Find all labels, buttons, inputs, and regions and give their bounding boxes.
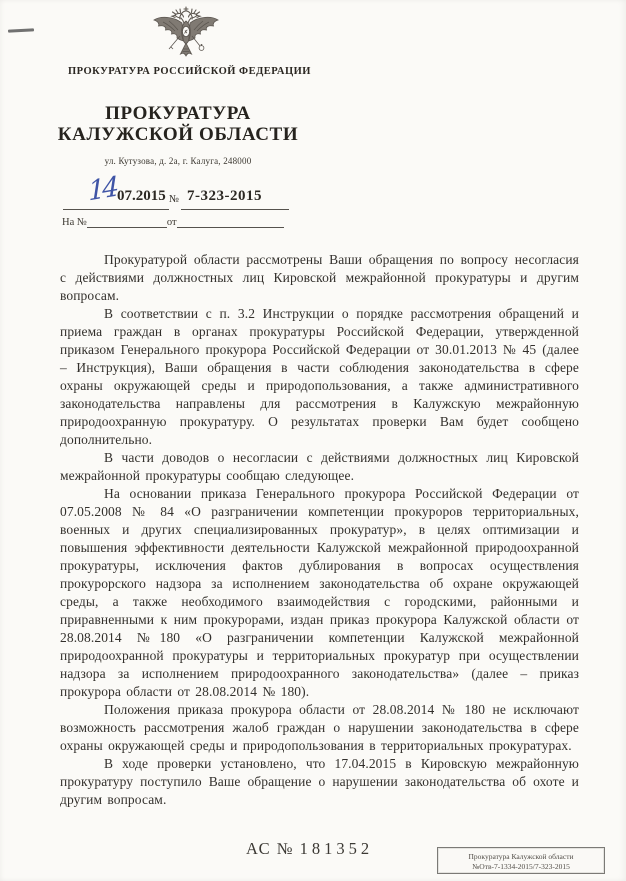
org-name-line1: ПРОКУРАТУРА bbox=[105, 103, 251, 124]
paragraph: В части доводов о несогласии с действиями должностных лиц Кировской межрайонной прокуратуры сообщаю следующее. bbox=[60, 450, 579, 483]
incoming-number-blank bbox=[87, 216, 167, 228]
org-name-line2: КАЛУЖСКОЙ ОБЛАСТИ bbox=[57, 124, 299, 145]
russia-coat-of-arms-icon bbox=[149, 6, 223, 64]
handwritten-day: 14 bbox=[87, 171, 117, 208]
letter-body bbox=[60, 251, 579, 809]
scan-artifact-dash bbox=[8, 28, 34, 32]
blank-form-number bbox=[246, 839, 373, 859]
number-underline bbox=[181, 209, 289, 210]
paragraph: На основании приказа Генерального прокурора Российской Федерации от 07.05.2008 № 84 «О разграничении компетенции прокуроров территориальных, военных и других специализированных прокуратур», в целях оптимизации и повышения эффективности деятельности Калужской межрайонной природоохранной прокуратуры, исключения фактов дублирования в вопросах осуществления прокурорского надзора за исполнением законодательства об охране окружающей среды, а также необходимого взаимодействия с городскими, районными и приравненными к ним прокурорами, издан приказ прокурора Калужской области от 28.08.2014 №180 «О разграничении компетенции Калужской межрайонной природоохранной прокуратуры и территориальных прокуратур при осуществлении надзора за исполнением природоохранного законодательства» (далее – приказ прокурора области от 28.08.2014 № 180). bbox=[60, 486, 579, 699]
blank-form-digits: 181352 bbox=[299, 839, 374, 858]
org-address: ул. Кутузова, д. 2а, г. Калуга, 248000 bbox=[104, 156, 252, 166]
federation-title: ПРОКУРАТУРА РОССИЙСКОЙ ФЕДЕРАЦИИ bbox=[68, 66, 311, 77]
incoming-date-blank bbox=[177, 216, 284, 228]
stamp-org-line: Прокуратура Калужской области bbox=[468, 851, 574, 861]
incoming-label: На № bbox=[62, 217, 87, 228]
outgoing-number: 7-323-2015 bbox=[187, 188, 262, 204]
registration-stamp bbox=[437, 847, 605, 874]
paragraph: В соответствии с п. 3.2 Инструкции о порядке рассмотрения обращений и приема граждан в органах прокуратуры Российской Федерации, утвержденной приказом Генерального прокурора Российской Федерации от 30.01.2013 № 45 (далее – Инструкция), Ваши обращения в части соблюдения законодательства в сфере охраны окружающей среды и природопользования, а также административного законодательства направлены для рассмотрения в Калужскую межрайонную природоохранную прокуратуру. О результатах проверки Вам будет сообщено дополнительно. bbox=[60, 306, 579, 447]
reference-month-year: 07.2015 bbox=[117, 188, 166, 204]
numero-sign: № bbox=[169, 194, 180, 205]
paragraph: В ходе проверки установлено, что 17.04.2015 в Кировскую межрайонную прокуратуру поступило Ваше обращение о нарушении законодательства об охоте и другим вопросам. bbox=[60, 756, 579, 807]
stamp-number-line: №Отв-7-1334-2015/7-323-2015 bbox=[472, 861, 570, 871]
paragraph: Положения приказа прокурора области от 28.08.2014 № 180 не исключают возможность рассмотрения жалоб граждан о нарушении законодательства в сфере охраны окружающей среды и природопользования в территориальных прокуратурах. bbox=[60, 702, 579, 753]
paragraph: Прокуратурой области рассмотрены Ваши обращения по вопросу несогласия с действиями должностных лиц Кировской межрайонной прокуратуры и другим вопросам. bbox=[60, 252, 579, 303]
from-label: от bbox=[166, 217, 177, 228]
incoming-reference-row bbox=[62, 216, 284, 228]
date-underline bbox=[63, 209, 169, 210]
letterhead-org-block bbox=[40, 103, 316, 166]
blank-form-series: АС № bbox=[246, 839, 294, 858]
